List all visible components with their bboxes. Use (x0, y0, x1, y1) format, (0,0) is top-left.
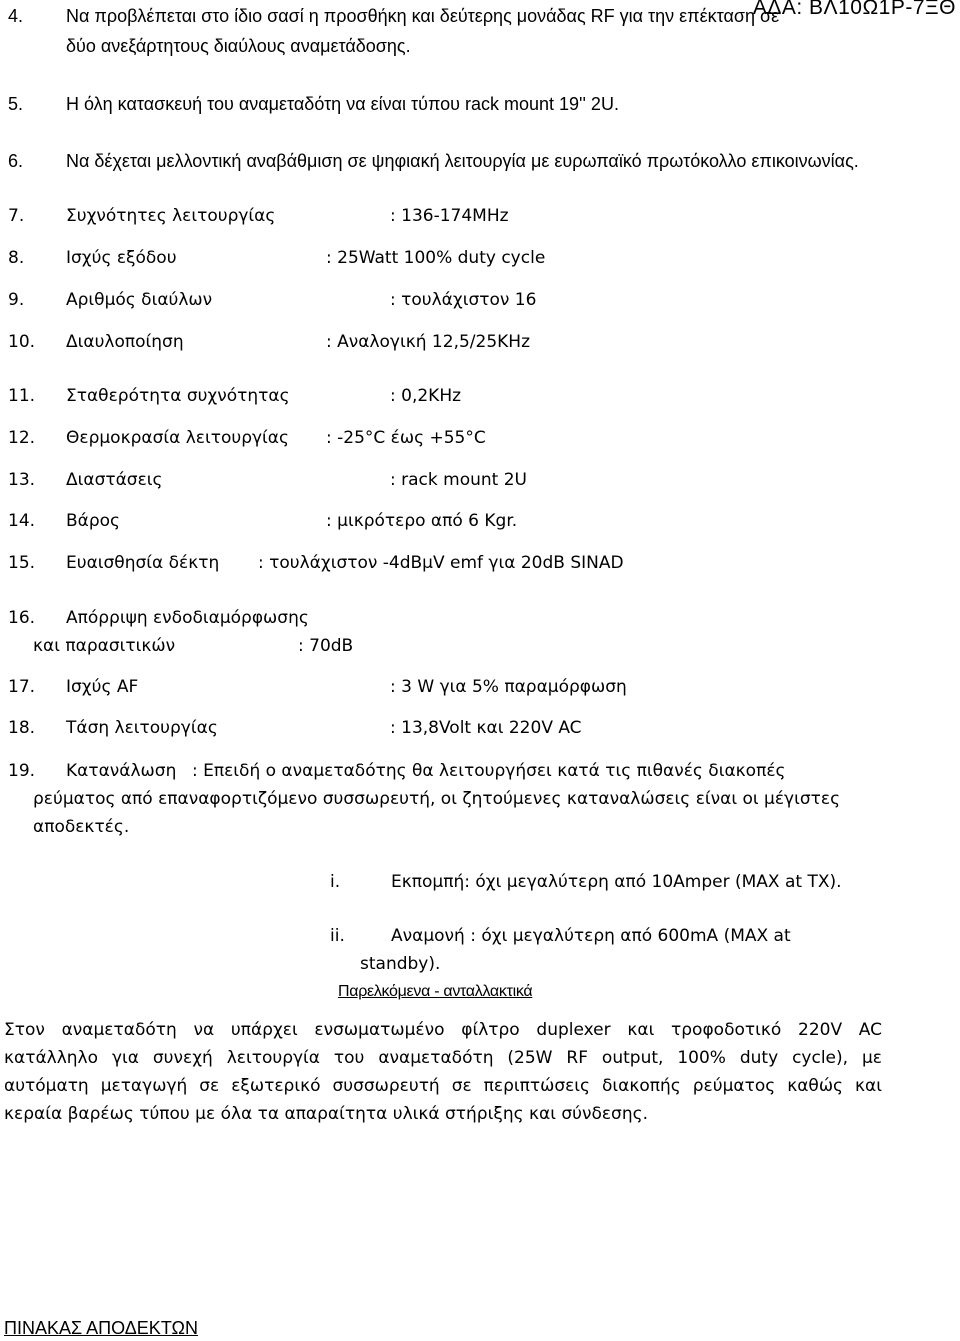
spec-value: : 136-174MHz (390, 206, 509, 226)
spec-value: : -25°C έως +55°C (326, 428, 486, 448)
recipients-table-heading: ΠΙΝΑΚΑΣ ΑΠΟΔΕΚΤΩΝ (4, 1318, 198, 1338)
spec-label: Ισχύς AF (66, 677, 139, 697)
spec-value: : 3 W για 5% παραμόρφωση (390, 677, 627, 697)
spec-value: : Αναλογική 12,5/25KHz (326, 332, 530, 352)
spec-label: Διαστάσεις (66, 470, 163, 490)
item-5-number: 5. (8, 94, 24, 114)
spec-number: 10. (8, 332, 36, 352)
item-6-number: 6. (8, 151, 24, 171)
consumption-line1: : Επειδή ο αναμεταδότης θα λειτουργήσει κατά τις πιθανές διακοπές (192, 761, 786, 781)
item-5-text: Η όλη κατασκευή του αναμεταδότη να είναι τύπου rack mount 19'' 2U. (66, 94, 619, 114)
consumption-sub-i-text: Εκπομπή: όχι μεγαλύτερη από 10Amper (MAX at TX). (391, 872, 842, 892)
spec-number: 12. (8, 428, 36, 448)
spec-value: : τουλάχιστον -4dBμV emf για 20dB SINAD (258, 553, 624, 573)
consumption-label: Κατανάλωση (66, 761, 177, 781)
spec-number: 15. (8, 553, 36, 573)
spec-label: Βάρος (66, 511, 121, 531)
spec-label: Απόρριψη ενδοδιαμόρφωσης (66, 608, 309, 628)
spec-value: : 0,2KHz (390, 386, 462, 406)
item-4-line2: δύο ανεξάρτητους διαύλους αναμετάδοσης. (66, 36, 411, 56)
spec-number: 7. (8, 206, 25, 226)
item-4-line1: Να προβλέπεται στο ίδιο σασί η προσθήκη και δεύτερης μονάδας RF για την επέκταση σε (66, 6, 780, 26)
spec-label: Ισχύς εξόδου (66, 248, 177, 268)
item-4-number: 4. (8, 6, 24, 26)
spec-row-16 (0, 608, 960, 668)
spec-label: Αριθμός διαύλων (66, 290, 213, 310)
spec-value: : 70dB (298, 636, 354, 656)
spec-label-line2: και παρασιτικών (33, 636, 176, 656)
spec-value: : 25Watt 100% duty cycle (326, 248, 546, 268)
spec-value: : τουλάχιστον 16 (390, 290, 537, 310)
consumption-sub-i-number: i. (330, 872, 341, 892)
spec-number: 11. (8, 386, 36, 406)
accessories-line-3: αυτόματη μεταγωγή σε εξωτερικό συσσωρευτή σε περιπτώσεις διακοπής ρεύματος καθώς και (4, 1076, 882, 1096)
spec-label: Ευαισθησία δέκτη (66, 553, 220, 573)
spec-label: Συχνότητες λειτουργίας (66, 206, 276, 226)
spec-value: : μικρότερο από 6 Kgr. (326, 511, 518, 531)
spec-label: Θερμοκρασία λειτουργίας (66, 428, 289, 448)
item-6-text: Να δέχεται μελλοντική αναβάθμιση σε ψηφιακή λειτουργία με ευρωπαϊκό πρωτόκολλο επικοινωνίας. (66, 151, 859, 171)
consumption-sub-ii-number: ii. (330, 926, 345, 946)
accessories-line-1: Στον αναμεταδότη να υπάρχει ενσωματωμένο φίλτρο duplexer και τροφοδοτικό 220V AC (4, 1020, 882, 1040)
consumption-line2: ρεύματος από επαναφορτιζόμενο συσσωρευτή, οι ζητούμενες καταναλώσεις είναι οι μέγιστες (33, 789, 841, 809)
consumption-line3: αποδεκτές. (33, 817, 130, 837)
ada-code: ΑΔΑ: ΒΛ10Ω1Ρ-7ΞΘ (752, 0, 956, 19)
spec-value: : 13,8Volt και 220V AC (390, 718, 582, 738)
spec-value: : rack mount 2U (390, 470, 527, 490)
spec-number: 18. (8, 718, 36, 738)
consumption-sub-ii-text2: standby). (360, 954, 441, 974)
spec-label: Σταθερότητα συχνότητας (66, 386, 290, 406)
consumption-number: 19. (8, 761, 36, 781)
spec-number: 13. (8, 470, 36, 490)
spec-number: 16. (8, 608, 36, 628)
spec-number: 8. (8, 248, 25, 268)
spec-label: Τάση λειτουργίας (66, 718, 218, 738)
consumption-sub-ii-text: Αναμονή : όχι μεγαλύτερη από 600mA (MAX at (391, 926, 791, 946)
accessories-line-4: κεραία βαρέως τύπου με όλα τα απαραίτητα υλικά στήριξης και σύνδεσης. (4, 1104, 648, 1124)
spec-number: 17. (8, 677, 36, 697)
spec-number: 9. (8, 290, 25, 310)
spec-label: Διαυλοποίηση (66, 332, 184, 352)
accessories-title: Παρελκόμενα - ανταλλακτικά (338, 983, 533, 1000)
accessories-line-2: κατάλληλο για συνεχή λειτουργία του αναμεταδότη (25W RF output, 100% duty cycle), με (4, 1048, 882, 1068)
spec-number: 14. (8, 511, 36, 531)
